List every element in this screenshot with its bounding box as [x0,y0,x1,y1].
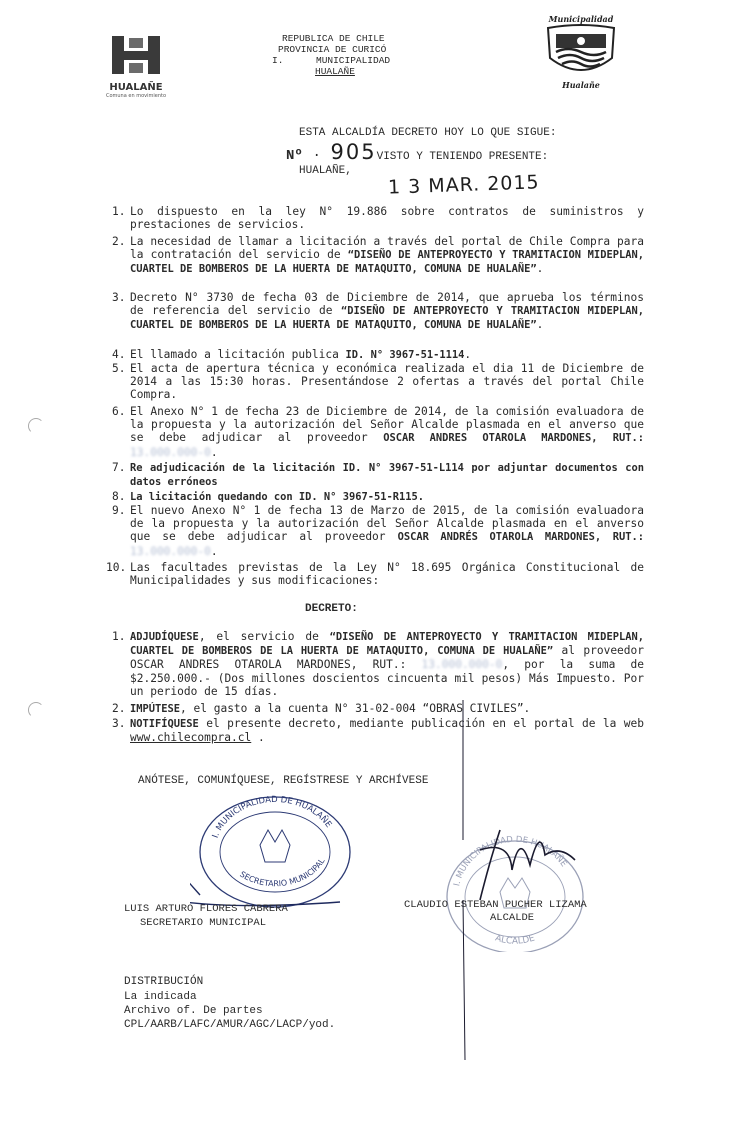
header-line-1: REPUBLICA DE CHILE [282,33,385,44]
decreto-item-1: 1. ADJUDÍQUESE, el servicio de “DISEÑO DE ANTEPROYECTO Y TRAMITACION MIDEPLAN, CUARTEL DE BOMBEROS DE LA HUERTA DE MATAQUITO, COMUNA DE HUALAÑE” al proveedor OSCAR ANDRES OTAROLA MARDONES, RUT.: 13.000.000-0, por la suma de $2.250.000.- (Dos millones doscientos cincuenta mil pesos) Más Impuesto. Por un periodo de 15 días. [112,630,645,698]
seal-bottom-text: Hualañe [562,80,600,90]
svg-text:ALCALDE [494,933,537,946]
logo-name: HUALAÑE [109,82,163,93]
visto-item-9: 9. El nuevo Anexo N° 1 de fecha 13 de Marzo de 2015, de la comisión evaluadora de la propuesta y la autorización del Señor Alcalde plasmada en el anverso que se debe adjudicar al proveedor OSCAR ANDRÉS OTAROLA MARDONES, RUT.: 13.000.000-0. [112,504,644,558]
visto-item-10: 10. Las facultades previstas de la Ley N° 18.695 Orgánica Constitucional de Municipalidades y sus modificaciones: [106,561,644,588]
number-separator: · [312,148,321,164]
visto-item-1: 1. Lo dispuesto en la ley N° 19.886 sobre contratos de suministros y prestaciones de servicios. [112,205,644,232]
header-line-2: PROVINCIA DE CURICÓ [278,44,387,55]
date-stamp: 1 3 MAR. 2015 [387,171,540,199]
svg-text:I. MUNICIPALIDAD DE HUALAÑE [211,795,334,840]
header-line-3-prefix: I. [272,55,284,66]
hualane-h-icon [104,34,168,78]
visto-item-7: 7. Re adjudicación de la licitación ID. N° 3967-51-L114 por adjuntar documentos con datos erróneos [112,461,644,489]
decreto-item-2: 2. IMPÚTESE, el gasto a la cuenta N° 31-02-004 “OBRAS CIVILES”. [112,702,531,715]
visto-item-4: 4. El llamado a licitación publica ID. N° 3967-51-1114. [112,348,472,361]
ink-stroke [455,700,475,1060]
secretary-stamp [190,790,360,910]
decreto-title: DECRETO: [305,603,358,615]
left-stamp-top-text: I. MUNICIPALIDAD DE HUALAÑE [210,794,334,840]
visto-item-5: 5. El acta de apertura técnica y económica realizada el dia 11 de Diciembre de 2014 a las 15:30 horas. Presentándose 2 ofertas a través del portal Chile Compra. [112,362,644,402]
number-prefix: Nº [286,148,303,164]
decreto-item-3: 3. NOTIFÍQUESE el presente decreto, mediante publicación en el portal de la web www.chilecompra.cl . [112,717,644,745]
svg-text:SECRETARIO MUNICIPAL [238,856,327,888]
visto-item-6: 6. El Anexo N° 1 de fecha 23 de Diciembre de 2014, de la comisión evaluadora de la propuesta y la autorización del Señor Alcalde plasmada en el anverso que se debe adjudicar al proveedor OSCAR ANDRES OTAROLA MARDONES, RUT.: 13.000.000-0. [112,405,644,459]
distribution-title: DISTRIBUCIÓN [124,976,204,988]
seal-shield-icon [540,24,622,82]
left-signatory-title: SECRETARIO MUNICIPAL [140,917,267,929]
right-signatory-name: CLAUDIO ESTEBAN PUCHER LIZAMA [404,899,587,911]
municipal-seal [540,14,622,94]
distribution-line-1: La indicada [124,991,197,1003]
visto-item-2: 2. La necesidad de llamar a licitación a través del portal de Chile Compra para la contratación del servicio de “DISEÑO DE ANTEPROYECTO Y TRAMITACION MIDEPLAN, CUARTEL DE BOMBEROS DE LA HUERTA DE MATAQUITO, COMUNA DE HUALAÑE”. [112,235,644,276]
visto-item-3: 3. Decreto N° 3730 de fecha 03 de Diciembre de 2014, que aprueba los términos de referencia del servicio de “DISEÑO DE ANTEPROYECTO Y TRAMITACION MIDEPLAN, CUARTEL DE BOMBEROS DE LA HUERTA DE MATAQUITO, COMUNA DE HUALAÑE”. [112,291,644,332]
right-stamp-top-text: I. MUNICIPALIDAD DE HUALAÑE [452,834,569,888]
header-line-4: HUALAÑE [315,66,355,77]
hualane-logo [104,34,168,99]
intro-place: HUALAÑE, [299,165,352,177]
decree-number: 905 [330,140,377,164]
punch-hole-bottom [28,702,44,718]
left-signatory-name: LUIS ARTURO FLORES CABRERA [124,903,288,915]
distribution-line-3: CPL/AARB/LAFC/AMUR/AGC/LACP/yod. [124,1019,336,1031]
intro-line-2-rest: VISTO Y TENIENDO PRESENTE: [376,151,549,163]
right-signatory-title: ALCALDE [490,912,535,924]
redacted-rut: 13.000.000-0 [130,445,211,459]
punch-hole-top [28,418,44,434]
header-line-3: MUNICIPALIDAD [316,55,391,66]
redacted-rut: 13.000.000-0 [421,658,503,672]
closing-formula: ANÓTESE, COMUNÍQUESE, REGÍSTRESE Y ARCHÍVESE [138,775,429,787]
right-stamp-bottom-text: ALCALDE [493,933,537,947]
visto-item-8: 8. La licitación quedando con ID. N° 3967-51-R115. [112,490,425,503]
redacted-rut: 13.000.000-0 [130,544,211,558]
distribution-line-2: Archivo of. De partes [124,1005,263,1017]
intro-line-1: ESTA ALCALDÍA DECRETO HOY LO QUE SIGUE: [299,127,557,139]
chilecompra-link[interactable]: www.chilecompra.cl [130,731,252,745]
left-stamp-bottom-text: SECRETARIO MUNICIPAL [238,856,327,889]
logo-tagline: Comuna en movimiento [105,93,167,99]
seal-top-text: Municipalidad [548,14,614,24]
decree-number-line [286,140,548,164]
